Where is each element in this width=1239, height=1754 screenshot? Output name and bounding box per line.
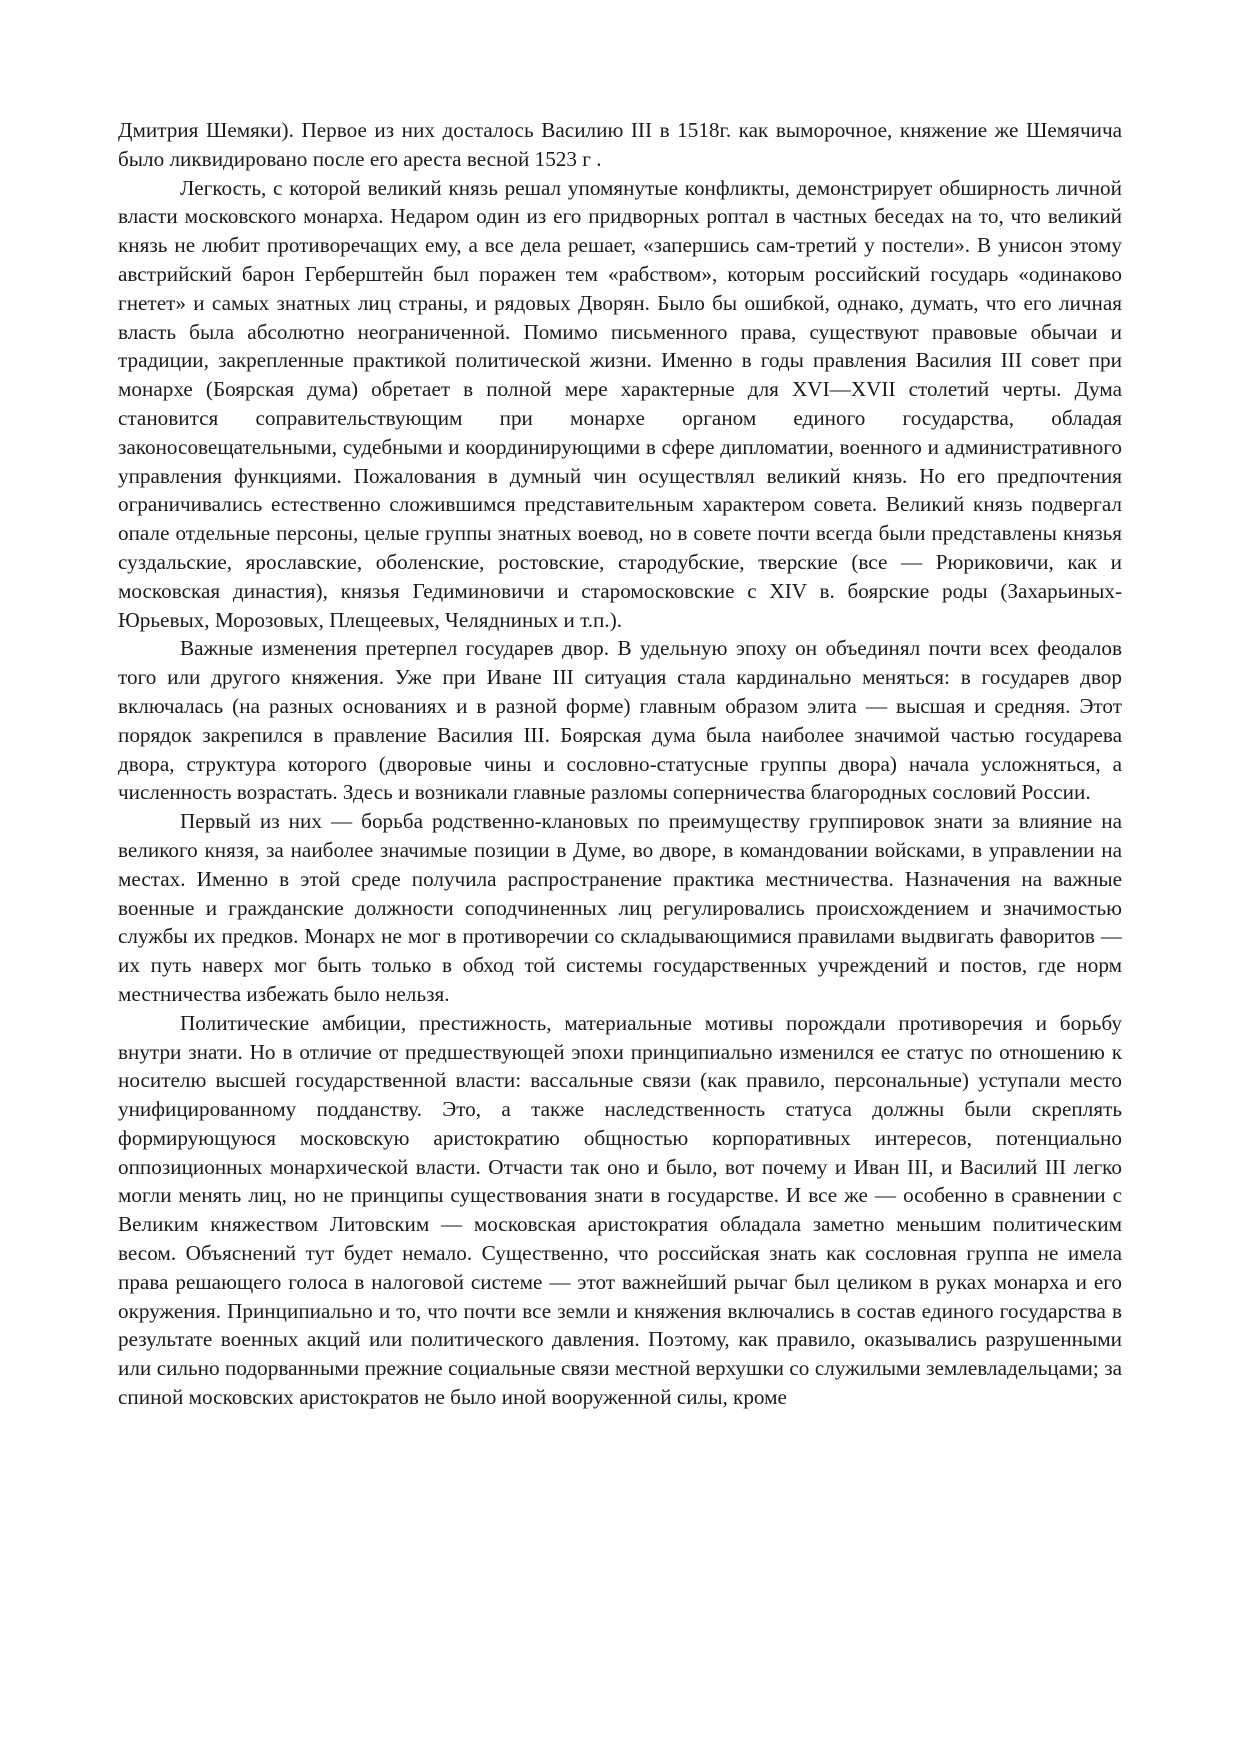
paragraph-5: Политические амбиции, престижность, материальные мотивы порождали противоречия и борьбу внутри знати. Но в отличие от предшествующей эпохи принципиально изменился ее статус по отношению к носителю высшей государственной власти: вассальные связи (как правило, персональные) уступали место унифицированному подданству. Это, а также наследственность статуса должны были скреплять формирующуюся московскую аристократию общностью корпоративных интересов, потенциально оппозиционных монархической власти. Отчасти так оно и было, вот почему и Иван III, и Василий III легко могли менять лиц, но не принципы существования знати в государстве. И все же — особенно в сравнении с Великим княжеством Литовским — московская аристократия обладала заметно меньшим политическим весом. Объяснений тут будет немало. Существенно, что российская знать как сословная группа не имела права решающего голоса в налоговой системе — этот важнейший рычаг был целиком в руках монарха и его окружения. Принципиально и то, что почти все земли и княжения включались в состав единого государства в результате военных акций или политического давления. Поэтому, как правило, оказывались разрушенными или сильно подорванными прежние социальные связи местной верхушки со служилыми землевладельцами; за спиной московских аристократов не было иной вооруженной силы, кроме	[118, 1010, 1122, 1410]
paragraph-3: Важные изменения претерпел государев двор. В удельную эпоху он объединял почти всех феодалов того или другого княжения. Уже при Иване III ситуация стала кардинально меняться: в государев двор включалась (на разных основаниях и в разной форме) главным образом элита — высшая и средняя. Этот порядок закрепился в правление Василия III. Боярская дума была наиболее значимой частью государева двора, структура которого (дворовые чины и сословно-статусные группы двора) начала усложняться, а численность возрастать. Здесь и возникали главные разломы соперничества благородных сословий России.	[118, 636, 1122, 805]
paragraph-4: Первый из них — борьба родственно-клановых по преимуществу группировок знати за влияние на великого князя, за наиболее значимые позиции в Думе, во дворе, в командовании войсками, в управлении на местах. Именно в этой среде получила распространение практика местничества. Назначения на важные военные и гражданские должности соподчиненных лиц регулировались происхождением и значимостью службы их предков. Монарх не мог в противоречии со складывающимися правилами выдвигать фаворитов — их путь наверх мог быть только в обход той системы государственных учреждений и постов, где норм местничества избежать было нельзя.	[118, 809, 1122, 1006]
document-page	[118, 116, 1122, 1412]
paragraph-1: Дмитрия Шемяки). Первое из них досталось Василию III в 1518г. как выморочное, княжение же Шемячича было ликвидировано после его ареста весной 1523 г .	[118, 118, 1122, 171]
paragraph-2: Легкость, с которой великий князь решал упомянутые конфликты, демонстрирует обширность личной власти московского монарха. Недаром один из его придворных роптал в частных беседах на то, что великий князь не любит противоречащих ему, а все дела решает, «запершись сам-третий у постели». В унисон этому австрийский барон Герберштейн был поражен тем «рабством», которым российский государь «одинаково гнетет» и самых знатных лиц страны, и рядовых Дворян. Было бы ошибкой, однако, думать, что его личная власть была абсолютно неограниченной. Помимо письменного права, существуют правовые обычаи и традиции, закрепленные практикой политической жизни. Именно в годы правления Василия III совет при монархе (Боярская дума) обретает в полной мере характерные для XVI—XVII столетий черты. Дума становится соправительствующим при монархе органом единого государства, обладая законосовещательными, судебными и координирующими в сфере дипломатии, военного и административного управления функциями. Пожалования в думный чин осуществлял великий князь. Но его предпочтения ограничивались естественно сложившимся представительным характером совета. Великий князь подвергал опале отдельные персоны, целые группы знатных воевод, но в совете почти всегда были представлены князья суздальские, ярославские, оболенские, ростовские, стародубские, тверские (все — Рюриковичи, как и московская династия), князья Гедиминовичи и старомосковские с XIV в. боярские роды (Захарьиных-Юрьевых, Морозовых, Плещеевых, Челядниных и т.п.).	[118, 175, 1122, 632]
